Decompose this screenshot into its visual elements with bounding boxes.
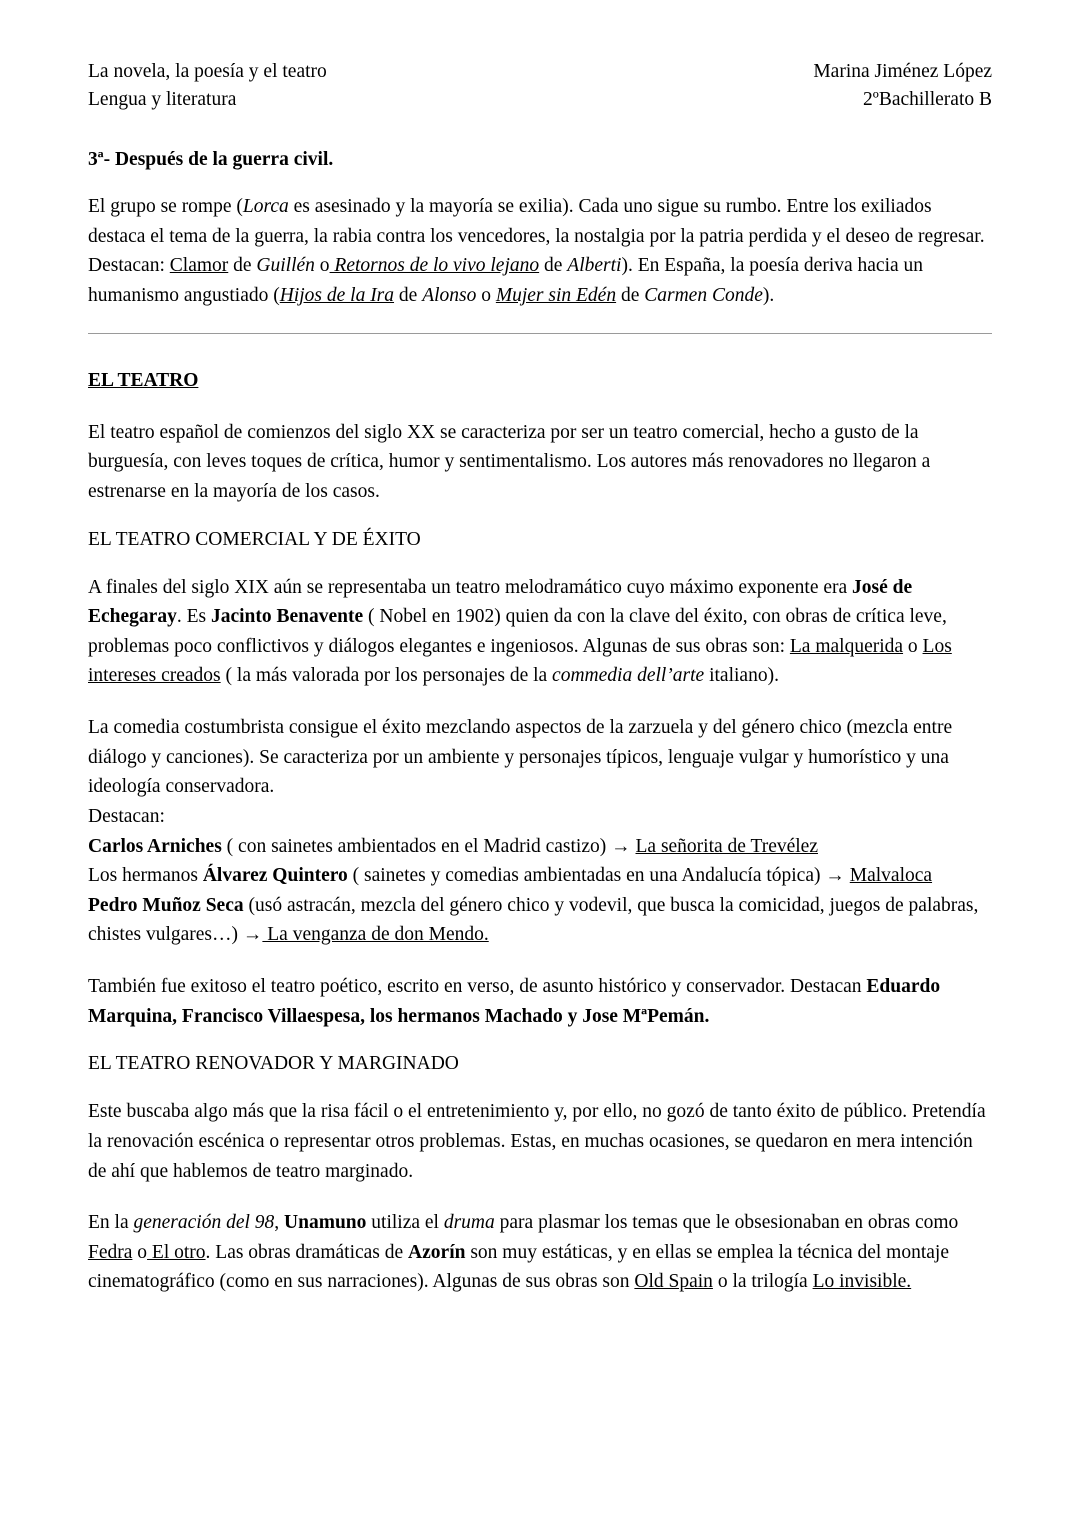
text-fragment: . Es bbox=[176, 606, 211, 628]
header-right bbox=[813, 58, 992, 115]
document-title: La novela, la poesía y el teatro bbox=[88, 61, 327, 82]
text-fragment: ). En España, la poesía deriva hacia un humanismo angustiado ( bbox=[88, 255, 924, 307]
comedia-costumbrista-paragraph: La comedia costumbrista consigue el éxito mezclando aspectos de la zarzuela y del género chico (mezcla entre diálogo y canciones). Se caracteriza por un ambiente y personajes típicos, lenguaje vulgar y humorístico y una ideología conservadora. bbox=[88, 717, 953, 798]
text-fragment: ( Nobel en 1902) quien da con la clave del éxito, con obras de crítica leve, problemas poco conflictivos y diálogos elegantes e ingeniosos. Algunas de sus obras son: bbox=[88, 606, 947, 657]
section-3-heading bbox=[88, 145, 992, 175]
text-fragment: de bbox=[539, 255, 568, 277]
teatro-intro-paragraph: El teatro español de comienzos del siglo XX se caracteriza por ser un teatro comercial, hecho a gusto de la burguesía, con leves toques de crítica, humor y sentimentalismo. Los autores más renovadores no llegaron a estrenarse en la mayoría de los casos. bbox=[88, 421, 931, 502]
author-alonso: Alonso bbox=[422, 285, 477, 307]
text-fragment: utiliza el bbox=[366, 1212, 444, 1234]
work-malvaloca: Malvaloca bbox=[849, 865, 933, 887]
author-name: Marina Jiménez López bbox=[813, 61, 992, 82]
author-carmen-conde: Carmen Conde bbox=[644, 285, 763, 307]
text-fragment: es asesinado y la mayoría se exilia). Cada uno sigue su rumbo. Entre los exiliados destaca el tema de la guerra, la rabia contra los vencedores, la nostalgia por la patria perdida y el deseo de regresar. Destacan: bbox=[88, 196, 985, 277]
authors-teatro-poetico: Eduardo Marquina, Francisco Villaespesa, los hermanos Machado y Jose MªPemán. bbox=[88, 976, 941, 1027]
italic-generacion-98: generación del 98 bbox=[133, 1212, 275, 1234]
text-fragment: (usó astracán, mezcla del género chico y vodevil, que busca la comicidad, juegos de palabras, chistes vulgares…) → bbox=[88, 894, 979, 946]
arniches-line bbox=[88, 832, 992, 862]
text-fragment: italiano). bbox=[704, 665, 779, 687]
work-senorita-trevelez: La señorita de Trevélez bbox=[635, 835, 818, 857]
work-venganza-don-mendo: La venganza de don Mendo. bbox=[262, 924, 489, 946]
italic-druma: druma bbox=[443, 1212, 495, 1234]
work-los-intereses-creados: Los intereses creados bbox=[88, 635, 952, 687]
work-lo-invisible: Lo invisible. bbox=[812, 1271, 912, 1293]
text-fragment: o la trilogía bbox=[712, 1271, 813, 1293]
text-fragment: A finales del siglo XIX aún se representaba un teatro melodramático cuyo máximo exponente era bbox=[88, 576, 853, 598]
work-fedra: Fedra bbox=[88, 1241, 133, 1263]
author-alberti: Alberti bbox=[567, 255, 622, 277]
text-fragment: para plasmar los temas que le obsesionaban en obras como bbox=[494, 1212, 959, 1234]
quintero-line bbox=[88, 861, 992, 891]
work-el-otro: El otro bbox=[147, 1241, 206, 1263]
text-fragment: También fue exitoso el teatro poético, escrito en verso, de asunto histórico y conservador. Destacan bbox=[88, 976, 867, 998]
text-fragment: o bbox=[476, 285, 496, 307]
section-3-heading-text: 3ª- Después de la guerra civil. bbox=[88, 148, 334, 170]
work-clamor: Clamor bbox=[169, 255, 229, 277]
section-3-paragraph bbox=[88, 192, 992, 311]
author-arniches: Carlos Arniches bbox=[88, 835, 222, 857]
text-fragment: . Las obras dramáticas de bbox=[205, 1241, 409, 1263]
text-fragment: de bbox=[394, 285, 423, 307]
work-la-malquerida: La malquerida bbox=[789, 635, 904, 657]
text-fragment: El grupo se rompe ( bbox=[88, 196, 243, 218]
teatro-renovador-subtitle: EL TEATRO RENOVADOR Y MARGINADO bbox=[88, 1053, 459, 1075]
document-subject: Lengua y literatura bbox=[88, 89, 237, 111]
author-munoz-seca: Pedro Muñoz Seca bbox=[88, 894, 244, 916]
text-fragment: ( con sainetes ambientados en el Madrid castizo) → bbox=[221, 835, 636, 857]
course-name: 2ºBachillerato B bbox=[863, 89, 992, 111]
teatro-comercial-paragraph bbox=[88, 573, 992, 692]
text-fragment: , bbox=[274, 1212, 285, 1234]
author-alvarez-quintero: Álvarez Quintero bbox=[202, 865, 348, 887]
author-guillen: Guillén bbox=[256, 255, 315, 277]
text-fragment: o bbox=[903, 635, 923, 657]
teatro-comercial-subtitle: EL TEATRO COMERCIAL Y DE ÉXITO bbox=[88, 528, 421, 550]
italic-commedia: commedia dell’arte bbox=[552, 665, 705, 687]
generacion-98-paragraph bbox=[88, 1208, 992, 1297]
work-mujer-sin-eden: Mujer sin Edén bbox=[495, 285, 617, 307]
author-echegaray: José de Echegaray bbox=[88, 576, 913, 628]
munoz-seca-line bbox=[88, 891, 992, 950]
text-fragment: de bbox=[616, 285, 645, 307]
italic-lorca: Lorca bbox=[242, 196, 289, 218]
document-header bbox=[88, 58, 992, 115]
text-fragment: de bbox=[228, 255, 257, 277]
teatro-poetico-paragraph bbox=[88, 972, 992, 1031]
header-left bbox=[88, 58, 327, 115]
text-fragment: ). bbox=[762, 285, 775, 307]
work-retornos: Retornos de lo vivo lejano bbox=[329, 255, 540, 277]
author-unamuno: Unamuno bbox=[284, 1212, 367, 1234]
text-fragment: ( sainetes y comedias ambientadas en una Andalucía tópica) → bbox=[347, 865, 850, 887]
text-fragment: o bbox=[132, 1241, 148, 1263]
text-fragment: ( la más valorada por los personajes de la bbox=[220, 665, 553, 687]
text-fragment: o bbox=[314, 255, 330, 277]
text-fragment: Los hermanos bbox=[88, 865, 203, 887]
teatro-section-title: EL TEATRO bbox=[88, 369, 199, 391]
destacan-label: Destacan: bbox=[88, 805, 165, 827]
text-fragment: son muy estáticas, y en ellas se emplea la técnica del montaje cinematográfico (como en sus narraciones). Algunas de sus obras son bbox=[88, 1241, 949, 1293]
section-divider bbox=[88, 333, 992, 334]
text-fragment: En la bbox=[88, 1212, 134, 1234]
teatro-renovador-paragraph: Este buscaba algo más que la risa fácil o el entretenimiento y, por ello, no gozó de tanto éxito de público. Pretendía la renovación escénica o representar otros problemas. Estas, en muchas ocasiones, se quedaron en mera intención de ahí que hablemos de teatro marginado. bbox=[88, 1101, 986, 1182]
work-old-spain: Old Spain bbox=[634, 1271, 713, 1293]
author-benavente: Jacinto Benavente bbox=[210, 606, 364, 628]
work-hijos-de-la-ira: Hijos de la Ira bbox=[279, 285, 395, 307]
author-azorin: Azorín bbox=[408, 1241, 466, 1263]
